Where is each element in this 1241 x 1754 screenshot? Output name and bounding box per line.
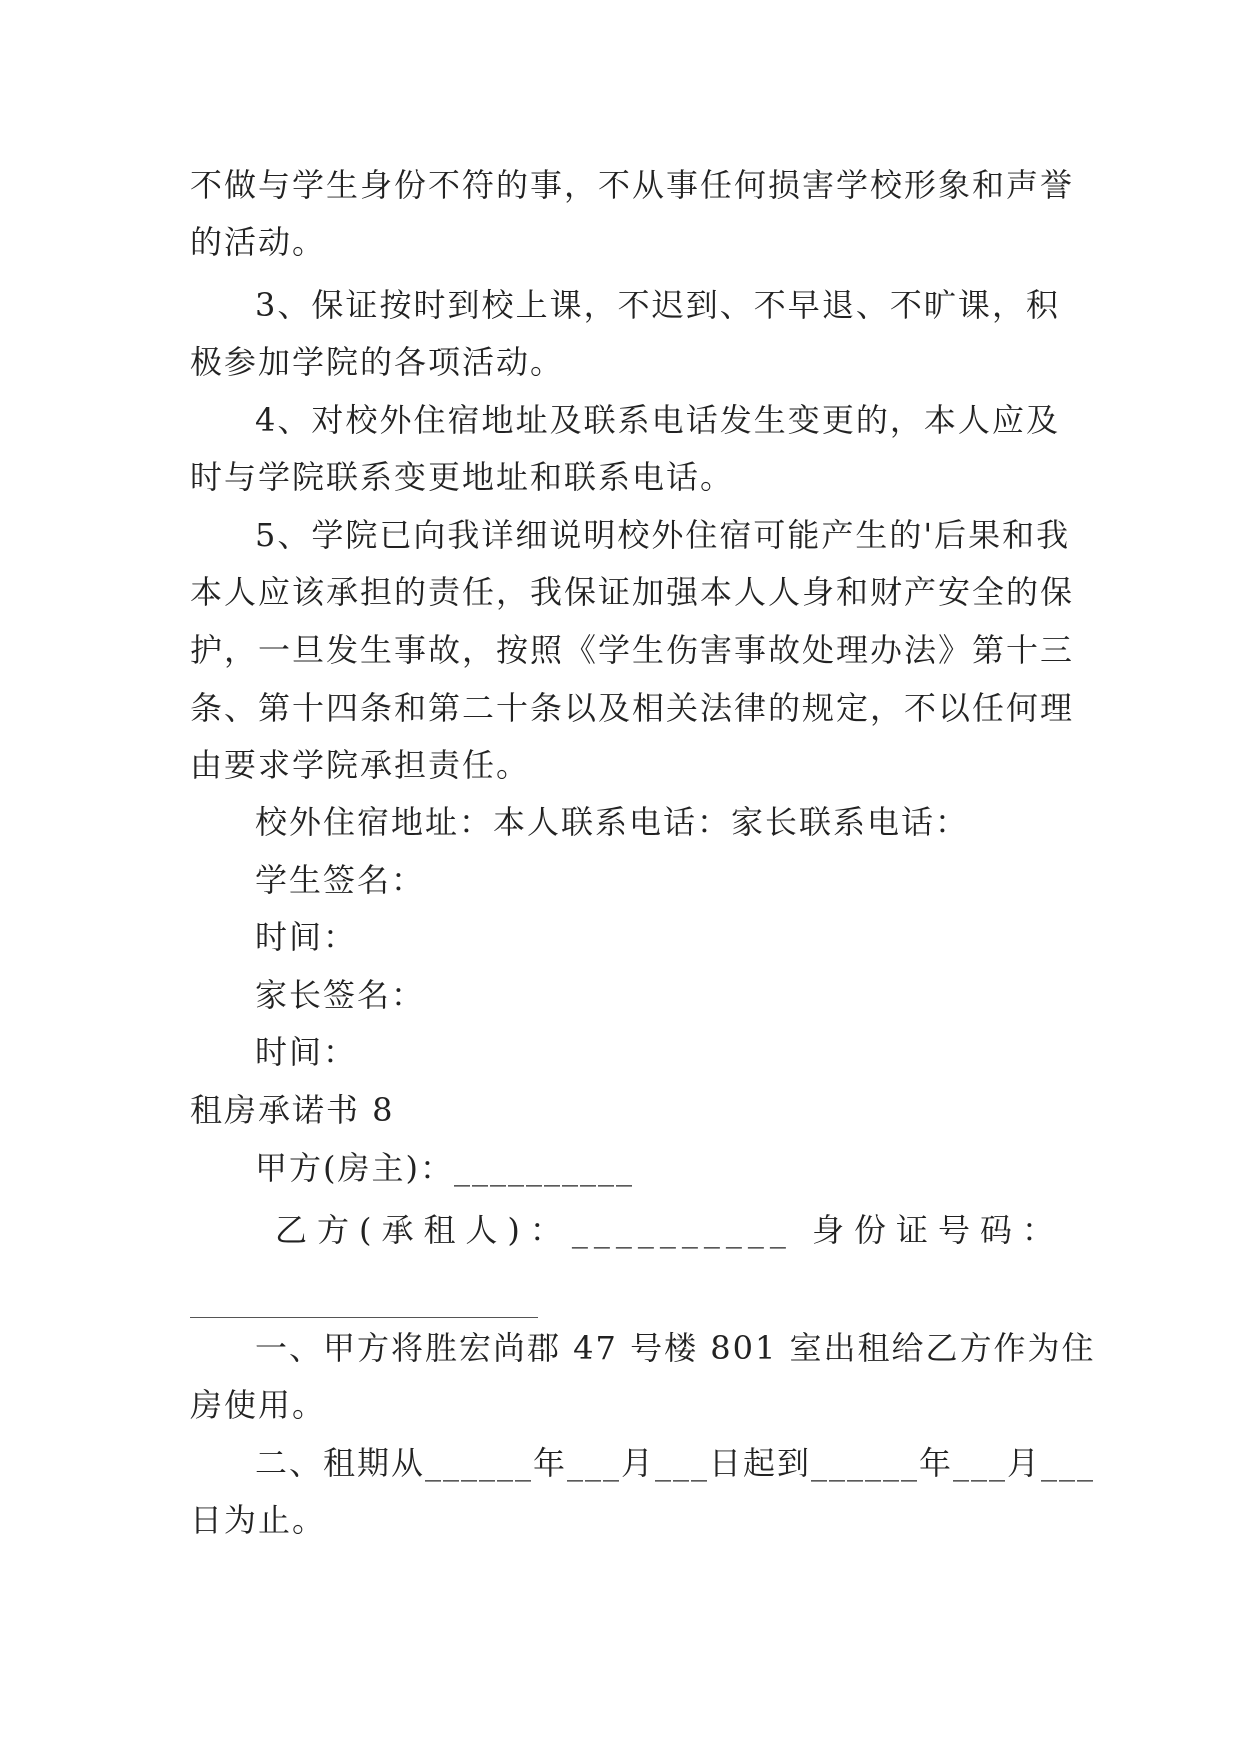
paragraph-line: 条、第十四条和第二十条以及相关法律的规定，不以任何理	[190, 689, 1075, 727]
clause-line: 日为止。	[190, 1501, 327, 1539]
paragraph-line: 护，一旦发生事故，按照《学生伤害事故处理办法》第十三	[190, 631, 1075, 669]
section-title: 租房承诺书 8	[190, 1091, 395, 1129]
paragraph-line: 不做与学生身份不符的事，不从事任何损害学校形象和声誉	[190, 166, 1075, 204]
paragraph-line: 极参加学院的各项活动。	[190, 343, 565, 381]
paragraph-line: 由要求学院承担责任。	[190, 746, 531, 784]
paragraph-line: 时与学院联系变更地址和联系电话。	[190, 458, 735, 496]
clause-line: 房使用。	[190, 1386, 327, 1424]
paragraph-line: 3、保证按时到校上课，不迟到、不早退、不旷课，积	[255, 286, 1060, 324]
paragraph-line: 本人应该承担的责任，我保证加强本人人身和财产安全的保	[190, 573, 1075, 611]
id-number-blank-line	[190, 1317, 538, 1318]
party-a-line: 甲方(房主)：__________	[255, 1149, 634, 1187]
contact-info-line: 校外住宿地址：本人联系电话：家长联系电话：	[255, 803, 970, 841]
party-b-line: 乙方(承租人)：__________ 身份证号码：	[275, 1211, 1060, 1249]
student-signature-label: 学生签名：	[255, 861, 426, 899]
paragraph-line: 的活动。	[190, 223, 327, 261]
paragraph-line: 5、学院已向我详细说明校外住宿可能产生的'后果和我	[255, 516, 1071, 554]
clause-line: 二、租期从______年___月___日起到______年___月___	[255, 1444, 1096, 1482]
time-label: 时间：	[255, 918, 358, 956]
clause-line: 一、甲方将胜宏尚郡 47 号楼 801 室出租给乙方作为住	[255, 1329, 1096, 1367]
time-label: 时间：	[255, 1033, 358, 1071]
parent-signature-label: 家长签名：	[255, 976, 426, 1014]
paragraph-line: 4、对校外住宿地址及联系电话发生变更的，本人应及	[255, 401, 1060, 439]
